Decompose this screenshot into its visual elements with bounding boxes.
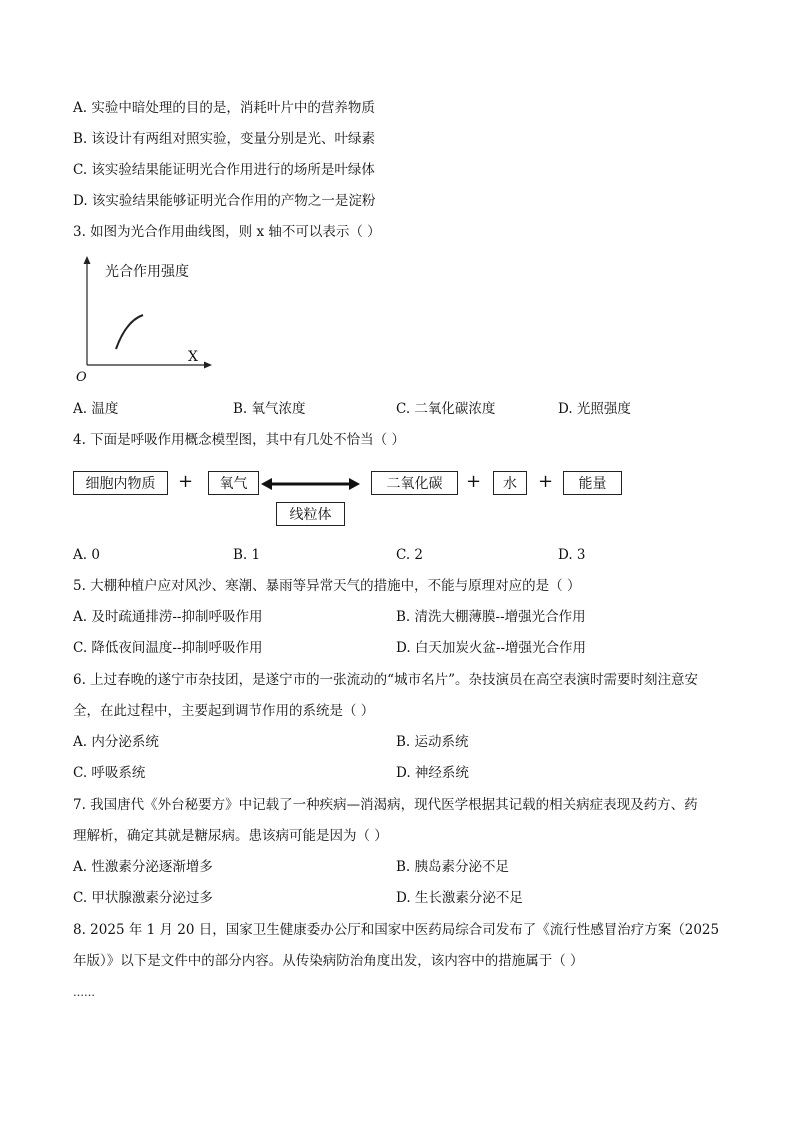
q2-option-d: D. 该实验结果能够证明光合作用的产物之一是淀粉 xyxy=(73,193,376,209)
plus-sign-2: + xyxy=(466,471,482,492)
q2-option-a: A. 实验中暗处理的目的是，消耗叶片中的营养物质 xyxy=(73,100,375,116)
q3-stem: 3. 如图为光合作用曲线图，则 x 轴不可以表示（ ） xyxy=(73,224,381,240)
graph-origin-label: O xyxy=(76,370,87,385)
box-energy: 能量 xyxy=(563,471,622,495)
q3-option-a: A. 温度 xyxy=(73,401,119,417)
graph-x-label: X xyxy=(188,349,198,365)
q3-option-d: D. 光照强度 xyxy=(558,401,631,417)
q4-option-c: C. 2 xyxy=(396,547,424,563)
q3-option-c: C. 二氧化碳浓度 xyxy=(396,401,496,417)
box-mitochondria: 线粒体 xyxy=(276,502,345,526)
q7-option-d: D. 生长激素分泌不足 xyxy=(396,890,523,906)
q5-option-a: A. 及时疏通排涝--抑制呼吸作用 xyxy=(73,609,263,625)
plus-sign-3: + xyxy=(538,471,554,492)
q5-stem: 5. 大棚种植户应对风沙、寒潮、暴雨等异常天气的措施中，不能与原理对应的是（ ） xyxy=(73,578,581,594)
graph-x-arrow xyxy=(204,362,212,369)
q7-stem-line1: 7. 我国唐代《外台秘要方》中记载了一种疾病—消渴病，现代医学根据其记载的相关病症表现及药方、药 xyxy=(73,797,698,813)
q4-option-b: B. 1 xyxy=(233,547,261,563)
q6-option-c: C. 呼吸系统 xyxy=(73,765,146,781)
q2-option-c: C. 该实验结果能证明光合作用进行的场所是叶绿体 xyxy=(73,162,375,178)
double-arrow-icon xyxy=(261,477,360,491)
q4-option-d: D. 3 xyxy=(558,547,586,563)
q5-option-d: D. 白天加炭火盆--增强光合作用 xyxy=(396,640,587,656)
q8-stem-line2: 年版）》以下是文件中的部分内容。从传染病防治角度出发，该内容中的措施属于（ ） xyxy=(73,953,584,969)
graph-y-label: 光合作用强度 xyxy=(105,264,189,280)
q6-option-b: B. 运动系统 xyxy=(396,734,469,750)
q5-option-c: C. 降低夜间温度--抑制呼吸作用 xyxy=(73,640,263,656)
q5-option-b: B. 清洗大棚薄膜--增强光合作用 xyxy=(396,609,586,625)
box-cell-matter: 细胞内物质 xyxy=(73,471,168,495)
graph-curve xyxy=(116,315,143,349)
q4-option-a: A. 0 xyxy=(73,547,100,563)
q6-option-a: A. 内分泌系统 xyxy=(73,734,159,750)
plus-sign-1: + xyxy=(178,471,194,492)
q7-stem-line2: 理解析，确定其就是糖尿病。患该病可能是因为（ ） xyxy=(73,828,388,844)
q8-ellipsis: …… xyxy=(73,986,95,999)
box-co2: 二氧化碳 xyxy=(371,471,458,495)
q7-option-b: B. 胰岛素分泌不足 xyxy=(396,859,510,875)
q4-stem: 4. 下面是呼吸作用概念模型图，其中有几处不恰当（ ） xyxy=(73,432,405,448)
graph-y-arrow xyxy=(84,256,91,264)
q3-option-b: B. 氧气浓度 xyxy=(233,401,306,417)
q6-stem-line2: 全，在此过程中，主要起到调节作用的系统是（ ） xyxy=(73,703,375,719)
box-water: 水 xyxy=(493,471,527,495)
q3-graph xyxy=(70,255,220,385)
q2-option-b: B. 该设计有两组对照实验，变量分别是光、叶绿素 xyxy=(73,131,376,147)
q6-option-d: D. 神经系统 xyxy=(396,765,469,781)
box-oxygen: 氧气 xyxy=(208,471,259,495)
q8-stem-line1: 8. 2025 年 1 月 20 日，国家卫生健康委办公厅和国家中医药局综合司发布了《流行性感冒治疗方案（2025 xyxy=(73,922,720,938)
q6-stem-line1: 6. 上过春晚的遂宁市杂技团，是遂宁市的一张流动的“城市名片”。杂技演员在高空表演时需要时刻注意安 xyxy=(73,672,698,688)
q7-option-c: C. 甲状腺激素分泌过多 xyxy=(73,890,213,906)
q7-option-a: A. 性激素分泌逐渐增多 xyxy=(73,859,213,875)
